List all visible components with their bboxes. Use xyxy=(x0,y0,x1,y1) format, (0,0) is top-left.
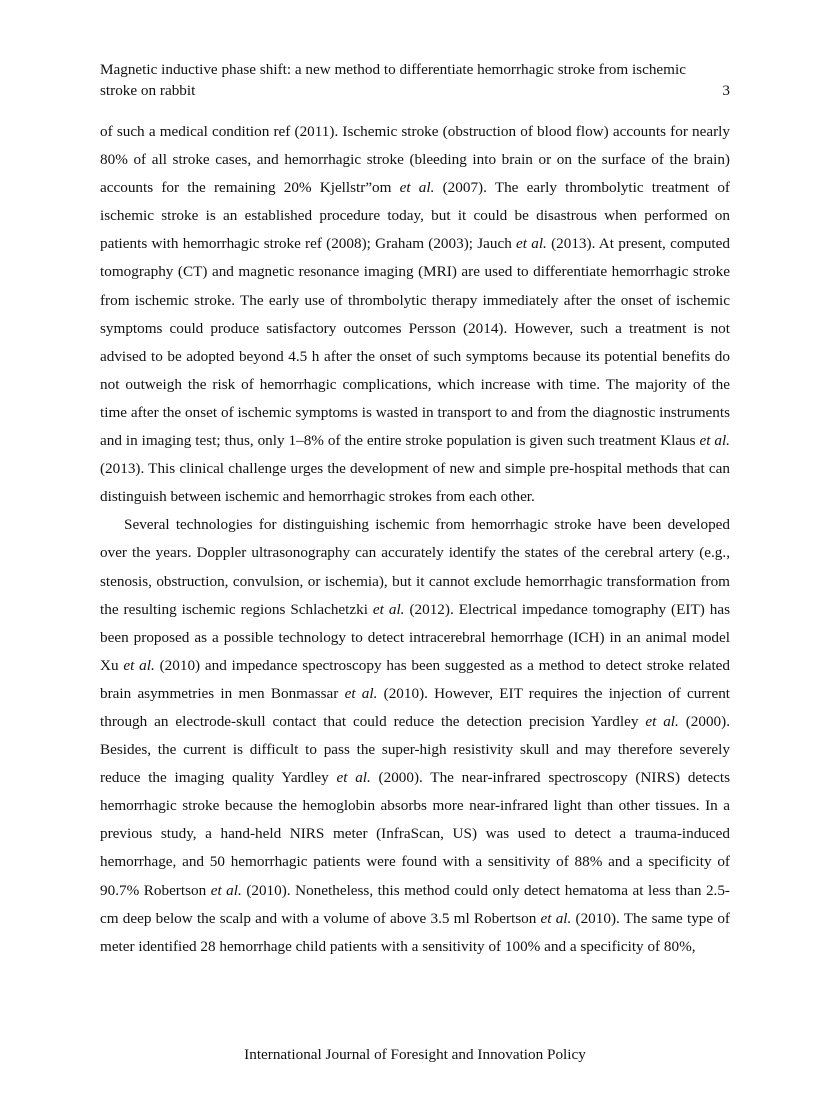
italic-text: et al. xyxy=(372,600,405,618)
text-run: (2000). The near-infrared spectroscopy (NIRS) detects hemorrhagic stroke because the hemoglobin absorbs more near-infrared light than other tissues. In a previous study, a hand-held NIRS meter (InfraScan, US) was used to detect a trauma-induced hemorrhage, and 50 hemorrhagic patients were found with a sensitivity of 88% and a specificity of 90.7% Robertson xyxy=(100,769,730,899)
text-run: (2010). Nonetheless, this method could only detect hematoma at less than 2.5-cm deep below the scalp and with a volume of above 3.5 ml Robertson xyxy=(100,881,730,927)
text-run: (2012). Electrical impedance tomography (EIT) has been proposed as a possible technology to detect intracerebral hemorrhage (ICH) in an animal model Xu xyxy=(100,600,731,674)
running-header xyxy=(100,59,730,101)
text-run: (2010) and impedance spectroscopy has been suggested as a method to detect stroke related brain asymmetries in men Bonmassar xyxy=(100,656,730,702)
body-text xyxy=(100,118,730,961)
italic-text: et al. xyxy=(123,656,155,674)
paragraph-1 xyxy=(100,118,730,511)
text-run: (2007). The early thrombolytic treatment of ischemic stroke is an established procedure today, but it could be disastrous when performed on patients with hemorrhagic stroke ref (2008); Graham (2003); Jauch xyxy=(100,179,730,253)
text-run: (2013). This clinical challenge urges the development of new and simple pre-hospital methods that can distinguish between ischemic and hemorrhagic strokes from each other. xyxy=(100,460,730,506)
italic-text: et al. xyxy=(645,712,679,730)
running-title: Magnetic inductive phase shift: a new method to differentiate hemorrhagic stroke from ischemic stroke on rabbit xyxy=(100,61,686,99)
text-run: (2013). At present, computed tomography (CT) and magnetic resonance imaging (MRI) are used to differentiate hemorrhagic stroke from ischemic stroke. The early use of thrombolytic therapy immediately after the onset of ischemic symptoms could produce satisfactory outcomes Persson (2014). However, such a treatment is not advised to be adopted beyond 4.5 h after the onset of such symptoms because its potential benefits do not outweigh the risk of hemorrhagic complications, which increase with time. The majority of the time after the onset of ischemic symptoms is wasted in transport to and from the diagnostic instruments and in imaging test; thus, only 1–8% of the entire stroke population is given such treatment Klaus xyxy=(100,235,730,450)
italic-text: et al. xyxy=(540,909,572,927)
italic-text: et al. xyxy=(699,432,730,450)
italic-text: et al. xyxy=(344,684,378,702)
page-number: 3 xyxy=(722,82,730,99)
italic-text: et al. xyxy=(210,881,242,899)
text-run: (2010). However, EIT requires the injection of current through an electrode-skull contact that could reduce the detection precision Yardley xyxy=(100,684,731,730)
journal-footer: International Journal of Foresight and Innovation Policy xyxy=(244,1046,586,1063)
italic-text: et al. xyxy=(336,769,371,787)
text-run: (2000). Besides, the current is difficult to pass the super-high resistivity skull and may therefore severely reduce the imaging quality Yardley xyxy=(100,712,731,787)
text-run: (2010). The same type of meter identified 28 hemorrhage child patients with a sensitivity of 100% and a specificity of 80%, xyxy=(100,909,730,955)
italic-text: et al. xyxy=(399,179,435,197)
text-run: of such a medical condition ref (2011). Ischemic stroke (obstruction of blood flow) accounts for nearly 80% of all stroke cases, and hemorrhagic stroke (bleeding into brain or on the surface of the brain) accounts for the remaining 20% Kjellstr”om xyxy=(100,123,730,197)
italic-text: et al. xyxy=(516,235,547,253)
paragraph-2 xyxy=(100,511,730,961)
text-run: Several technologies for distinguishing ischemic from hemorrhagic stroke have been developed over the years. Doppler ultrasonography can accurately identify the states of the cerebral artery (e.g., stenosis, obstruction, convulsion, or ischemia), but it cannot exclude hemorrhagic transformation from the resulting ischemic regions Schlachetzki xyxy=(100,516,730,618)
